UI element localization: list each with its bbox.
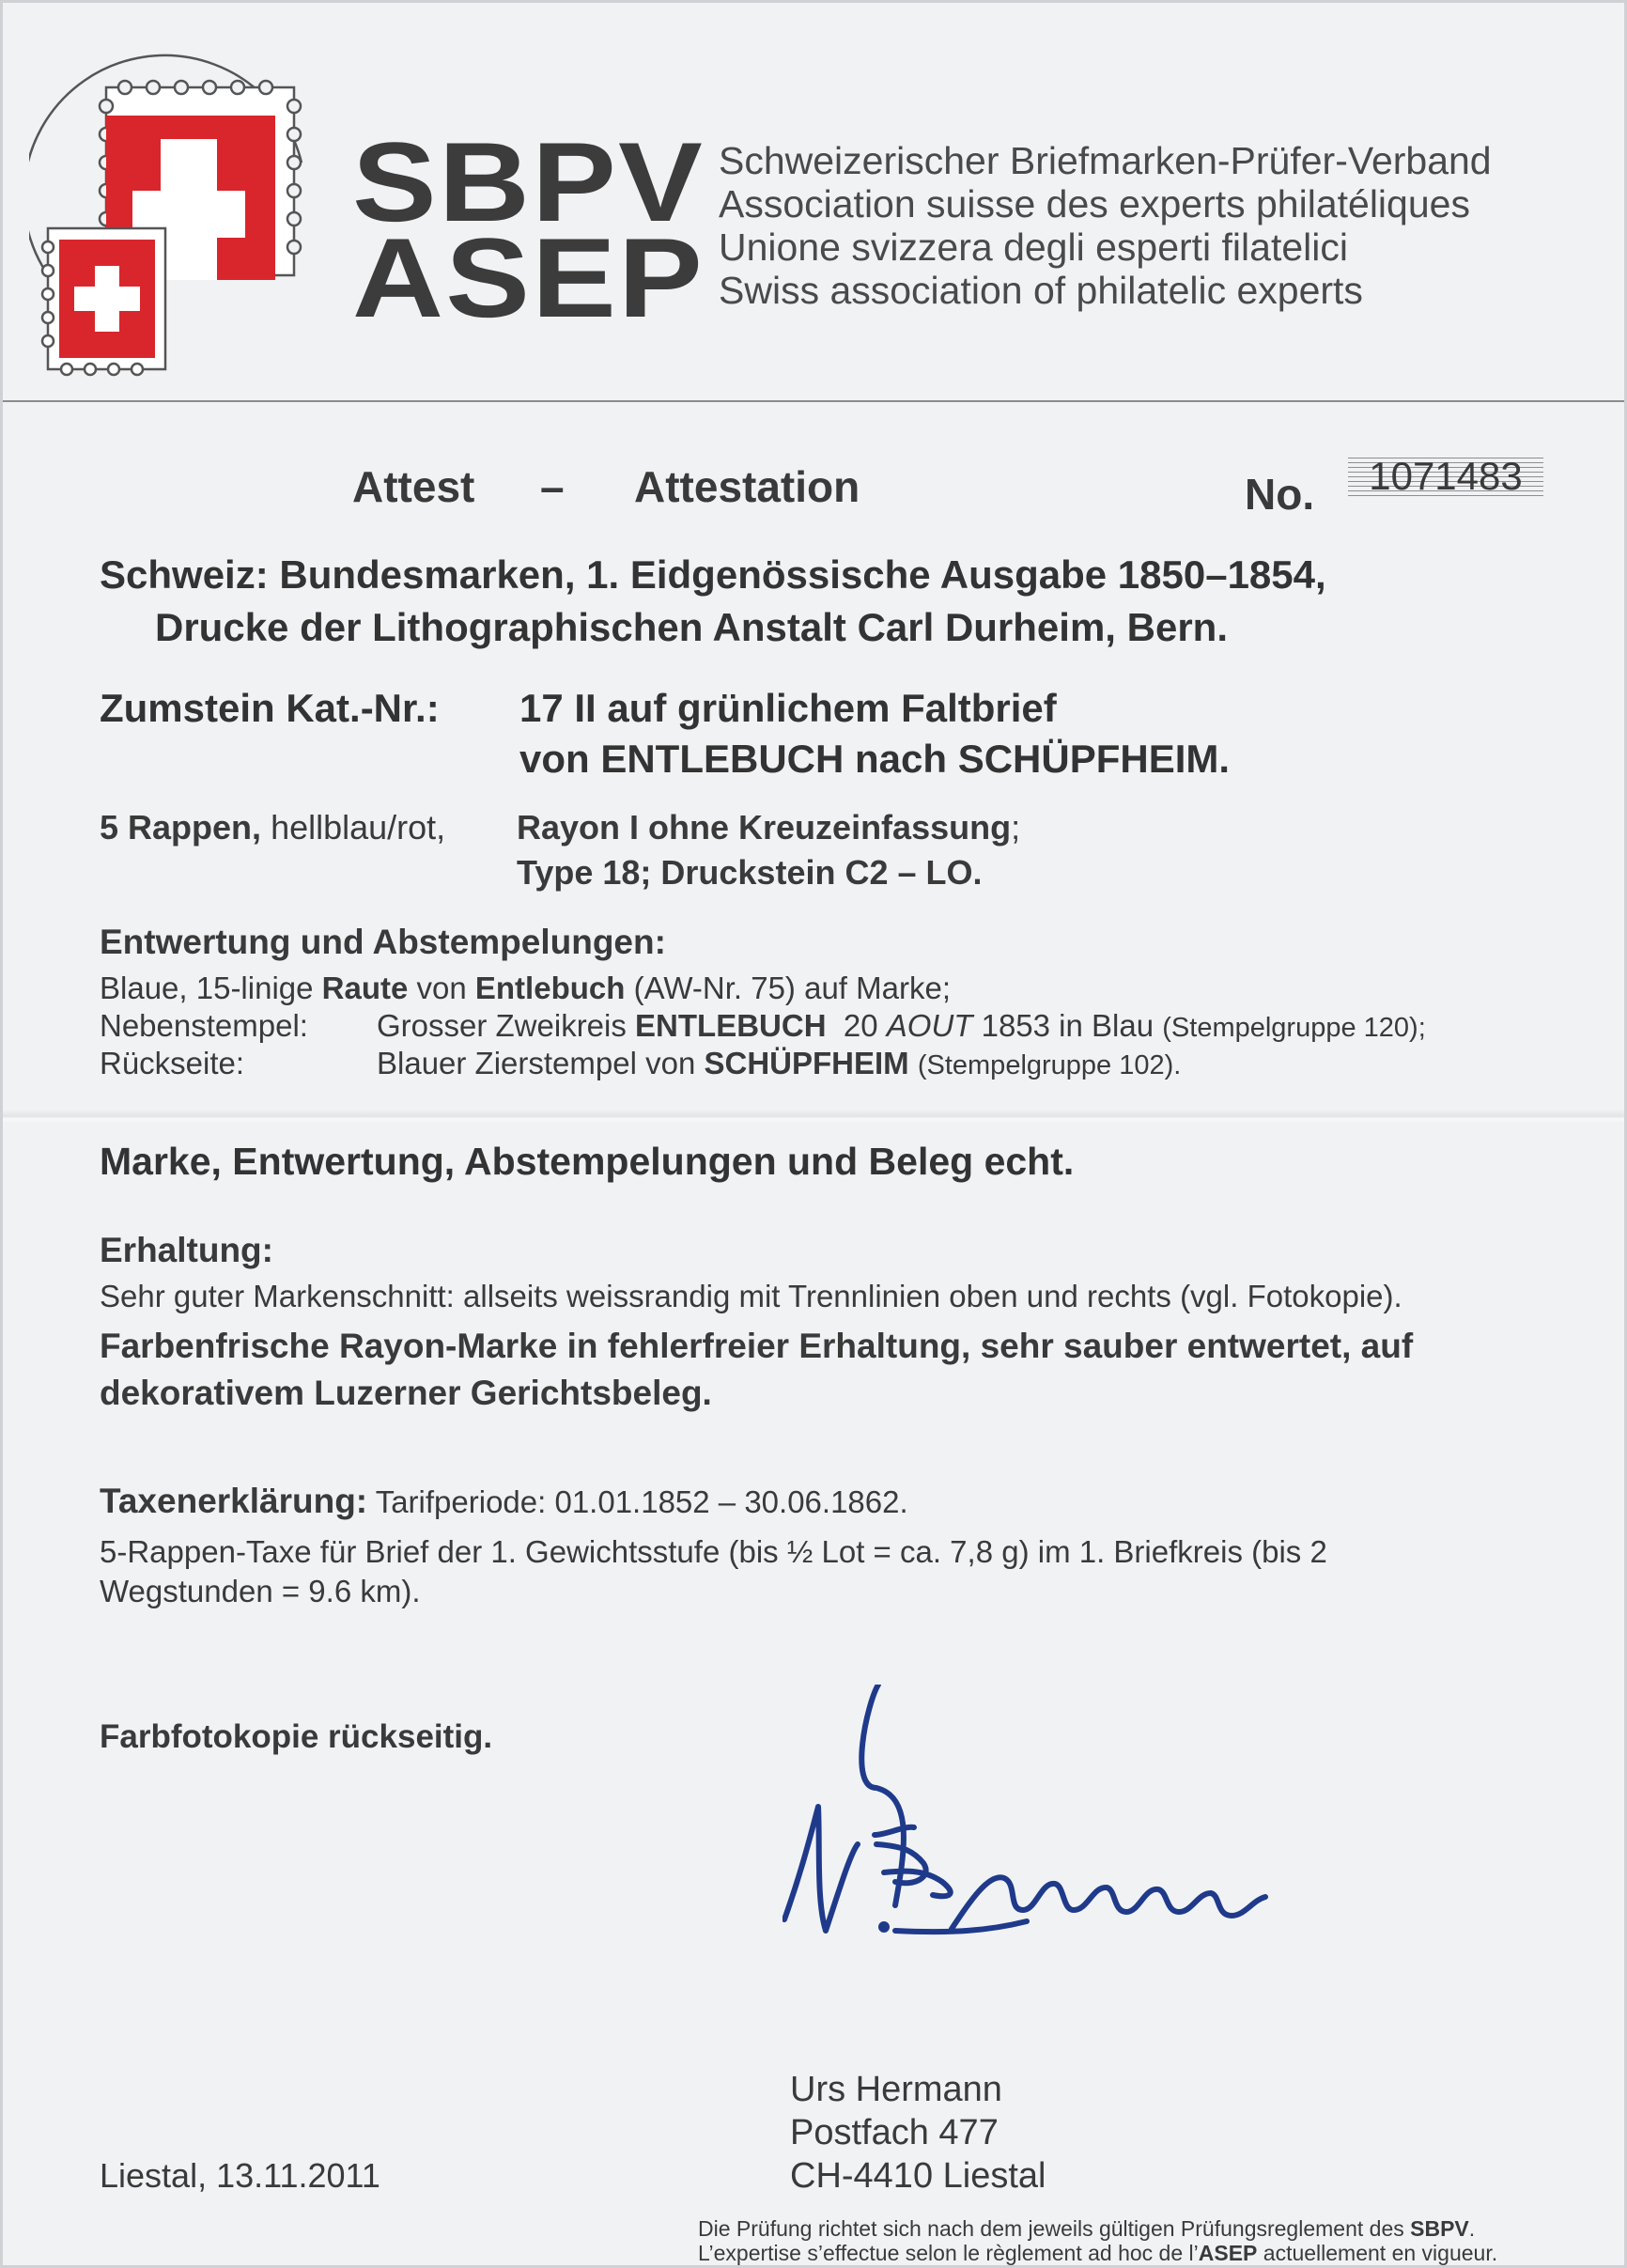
cancellation-line-3 bbox=[377, 1046, 1181, 1083]
c3-c bbox=[909, 1046, 918, 1080]
condition-bold-2: dekorativem Luzerner Gerichtsbeleg. bbox=[100, 1374, 712, 1412]
condition-line-1: Sehr guter Markenschnitt: allseits weissrandig mit Trennlinien oben und rechts (vgl. Fotokopie). bbox=[100, 1279, 1402, 1313]
footer-line-de bbox=[698, 2216, 1497, 2241]
c2-e: 1853 in Blau bbox=[972, 1008, 1163, 1043]
stamp-type: Type 18; Druckstein C2 – LO. bbox=[517, 853, 983, 892]
f1-sbpv: SBPV bbox=[1410, 2216, 1469, 2241]
tax-line-2: Wegstunden = 9.6 km). bbox=[100, 1574, 421, 1608]
f1-a: Die Prüfung richtet sich nach dem jeweils gültigen Prüfungsreglement des bbox=[698, 2216, 1411, 2241]
c2-c: 20 bbox=[826, 1008, 887, 1043]
tax-line-1: 5-Rappen-Taxe für Brief der 1. Gewichtsstufe (bis ½ Lot = ca. 7,8 g) im 1. Briefkreis (bis 2 bbox=[100, 1534, 1327, 1569]
certificate-number: 1071483 bbox=[1348, 454, 1543, 499]
subject-line-1: Schweiz: Bundesmarken, 1. Eidgenössische Ausgabe 1850–1854, bbox=[100, 552, 1326, 597]
condition-bold-1: Farbenfrische Rayon-Marke in fehlerfreier Erhaltung, sehr sauber entwertet, auf bbox=[100, 1327, 1414, 1365]
c1-c: von bbox=[408, 971, 475, 1005]
cancellation-heading: Entwertung und Abstempelungen: bbox=[100, 923, 666, 961]
f2-c: actuellement en vigueur. bbox=[1257, 2241, 1498, 2265]
c1-raute: Raute bbox=[321, 971, 409, 1005]
signer-block bbox=[790, 2068, 1046, 2198]
signer-name: Urs Hermann bbox=[790, 2070, 1002, 2109]
paper-fold bbox=[3, 1110, 1624, 1123]
brand-logotype bbox=[352, 119, 705, 341]
cancellation-line-2 bbox=[377, 1008, 1426, 1046]
f1-c: . bbox=[1468, 2216, 1476, 2241]
footer-note bbox=[698, 2216, 1497, 2265]
brand-sbpv: SBPV bbox=[352, 119, 705, 245]
c1-entlebuch: Entlebuch bbox=[474, 971, 626, 1005]
assoc-name-it: Unione svizzera degli esperti filatelici bbox=[719, 225, 1348, 269]
cancellation-line-1 bbox=[100, 971, 951, 1005]
c2-aout: AOUT bbox=[886, 1008, 973, 1043]
stamp-color: hellblau/rot, bbox=[271, 808, 446, 847]
assoc-name-de: Schweizerischer Briefmarken-Prüfer-Verband bbox=[719, 139, 1492, 182]
tax-label: Taxenerklärung: bbox=[100, 1482, 368, 1520]
subject-line-2: Drucke der Lithographischen Anstalt Carl Durheim, Bern. bbox=[155, 605, 1228, 649]
catalog-label: Zumstein Kat.-Nr.: bbox=[100, 686, 440, 730]
catalog-line-2: von ENTLEBUCH nach SCHÜPFHEIM. bbox=[519, 737, 1231, 781]
rueckseite-label: Rückseite: bbox=[100, 1046, 245, 1080]
stamp-line-1 bbox=[100, 807, 445, 848]
header-divider bbox=[3, 400, 1624, 402]
signer-address-1: Postfach 477 bbox=[790, 2113, 999, 2152]
stamp-rayon: Rayon I ohne Kreuzeinfassung bbox=[517, 808, 1012, 847]
c1-a: Blaue, 15-linige bbox=[100, 971, 322, 1005]
title-dash: – bbox=[540, 462, 565, 511]
f2-a: L’expertise s’effectue selon le règlement ad hoc de l’ bbox=[698, 2241, 1199, 2265]
verdict: Marke, Entwertung, Abstempelungen und Beleg echt. bbox=[100, 1140, 1075, 1183]
footer-line-fr bbox=[698, 2241, 1497, 2265]
stamp-rayon-line bbox=[517, 807, 1020, 848]
c2-entlebuch: ENTLEBUCH bbox=[635, 1008, 827, 1043]
c1-e: (AW-Nr. 75) auf Marke; bbox=[625, 971, 951, 1005]
tax-period: Tarifperiode: 01.01.1852 – 30.06.1862. bbox=[367, 1484, 908, 1519]
catalog-line-1: 17 II auf grünlichem Faltbrief bbox=[519, 686, 1057, 730]
title-attestation: Attestation bbox=[634, 462, 860, 511]
sbpv-logo-icon bbox=[29, 31, 349, 379]
place-date: Liestal, 13.11.2011 bbox=[100, 2156, 380, 2195]
c3-gruppe: (Stempelgruppe 102). bbox=[917, 1050, 1182, 1080]
association-names bbox=[719, 139, 1492, 312]
stamp-rayon-end: ; bbox=[1011, 808, 1021, 847]
certificate-no-label: No. bbox=[1245, 470, 1315, 519]
stamp-value: 5 Rappen, bbox=[100, 808, 262, 847]
assoc-name-en: Swiss association of philatelic experts bbox=[719, 269, 1363, 312]
c3-a: Blauer Zierstempel von bbox=[377, 1046, 705, 1080]
brand-asep: ASEP bbox=[352, 215, 705, 341]
tax-line-0 bbox=[100, 1484, 908, 1519]
f2-asep: ASEP bbox=[1198, 2241, 1258, 2265]
assoc-name-fr: Association suisse des experts philatéliques bbox=[719, 182, 1470, 225]
photocopy-note: Farbfotokopie rückseitig. bbox=[100, 1718, 493, 1755]
condition-heading: Erhaltung: bbox=[100, 1231, 273, 1269]
c2-a: Grosser Zweikreis bbox=[377, 1008, 636, 1043]
c2-gruppe: (Stempelgruppe 120); bbox=[1162, 1013, 1426, 1043]
signer-address-2: CH-4410 Liestal bbox=[790, 2156, 1046, 2196]
nebenstempel-label: Nebenstempel: bbox=[100, 1008, 308, 1043]
title-attest: Attest bbox=[352, 462, 475, 511]
signature-icon bbox=[783, 1685, 1271, 1995]
c3-schuepfheim: SCHÜPFHEIM bbox=[704, 1046, 909, 1080]
